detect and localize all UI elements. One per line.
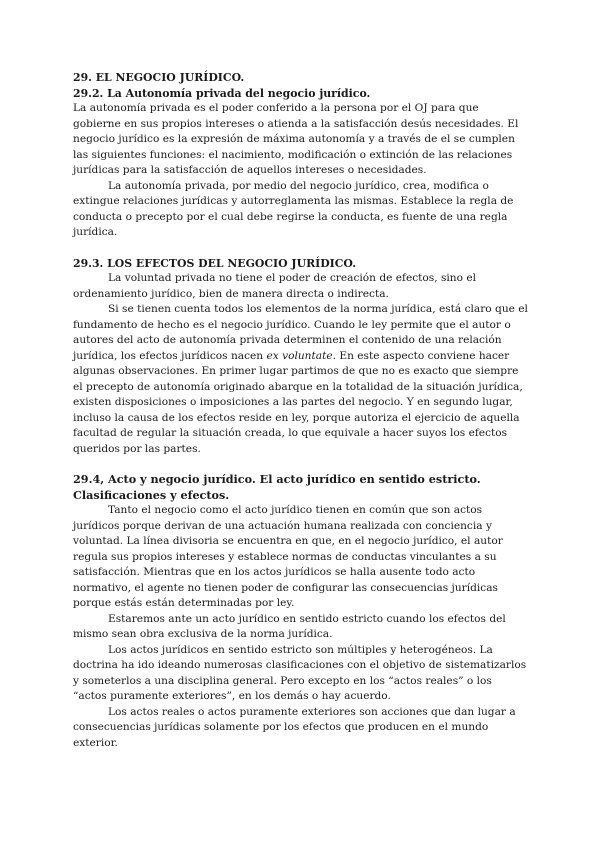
section-29-4-paragraph-1: Tanto el negocio como el acto jurídico tienen en común que son actos jurídicos porque derivan de una actuación humana realizada con conciencia y voluntad. La línea divisoria se encuentra en que, en el negocio jurídico, el autor regula sus propios intereses y establece normas de conductas vinculantes a su satisfacción. Mientras que en los actos jurídicos se halla ausente todo acto normativo, el agente no tienen poder de configurar las consecuencias jurídicas porque estás están determinadas por ley.	[73, 504, 503, 609]
document-page	[73, 70, 528, 751]
section-29-3-heading: 29.3. LOS EFECTOS DEL NEGOCIO JURÍDICO.	[73, 256, 357, 270]
paragraph-text: Si se tienen cuenta todos los elementos de la norma jurídica, está claro que el fundamento de hecho es el negocio jurídico. Cuando le ley permite que el autor o autores del acto de autonomía privada determinen el contenido de una relación jurídica, los efectos jurídicos nacen	[73, 303, 528, 362]
section-29-2-paragraph-1: La autonomía privada es el poder conferido a la persona por el OJ para que gobierne en sus propios intereses o atienda a la satisfacción desús necesidades. El negocio jurídico es la expresión de máxima autonomía y a través de el se cumplen las siguientes funciones: el nacimiento, modificación o extinción de las relaciones jurídicas para la satisfacción de aquellos intereses o necesidades.	[73, 102, 519, 176]
section-29-heading: 29. EL NEGOCIO JURÍDICO.	[73, 71, 245, 84]
section-29-2-paragraph-2: La autonomía privada, por medio del negocio jurídico, crea, modifica o extingue relaciones jurídicas y autorreglamenta las mismas. Establece la regla de conducta o precepto por el cual debe regirse la conducta, es fuente de una regla jurídica.	[73, 179, 514, 238]
section-29-3-paragraph-1: La voluntad privada no tiene el poder de creación de efectos, sino el ordenamiento jurídico, bien de manera directa o indirecta.	[73, 272, 477, 300]
section-29-4-paragraph-4: Los actos reales o actos puramente exteriores son acciones que dan lugar a consecuencias jurídicas solamente por los efectos que producen en el mundo exterior.	[73, 705, 516, 749]
spacer	[73, 241, 528, 256]
section-29-4-paragraph-3: Los actos jurídicos en sentido estricto son múltiples y heterogéneos. La doctrina ha ido ideando numerosas clasificaciones con el objetivo de sistematizarlos y someterlos a una disciplina general. Pero excepto en los “actos reales” o los “actos puramente exteriores”, en los demás o hay acuerdo.	[73, 643, 527, 702]
spacer	[73, 457, 528, 472]
latin-term: ex voluntate	[266, 349, 333, 362]
section-29-3-paragraph-2	[73, 302, 528, 457]
section-29-2-heading: 29.2. La Autonomía privada del negocio jurídico.	[73, 86, 371, 100]
section-29-4-heading: 29.4, Acto y negocio jurídico. El acto jurídico en sentido estricto. Clasificaciones y efectos.	[73, 472, 481, 502]
paragraph-text: . En este aspecto conviene hacer algunas observaciones. En primer lugar partimos de que no es exacto que siempre el precepto de autonomía originado abarque en la totalidad de la situación jurídica, existen disposiciones o imposiciones a las partes del negocio. Y en segundo lugar, incluso la causa de los efectos reside en ley, porque autoriza el ejercicio de aquella facultad de regular la situación creada, lo que equivale a hacer suyos los efectos queridos por las partes.	[73, 349, 523, 455]
section-29-4-paragraph-2: Estaremos ante un acto jurídico en sentido estricto cuando los efectos del mismo sean obra exclusiva de la norma jurídica.	[73, 612, 506, 640]
